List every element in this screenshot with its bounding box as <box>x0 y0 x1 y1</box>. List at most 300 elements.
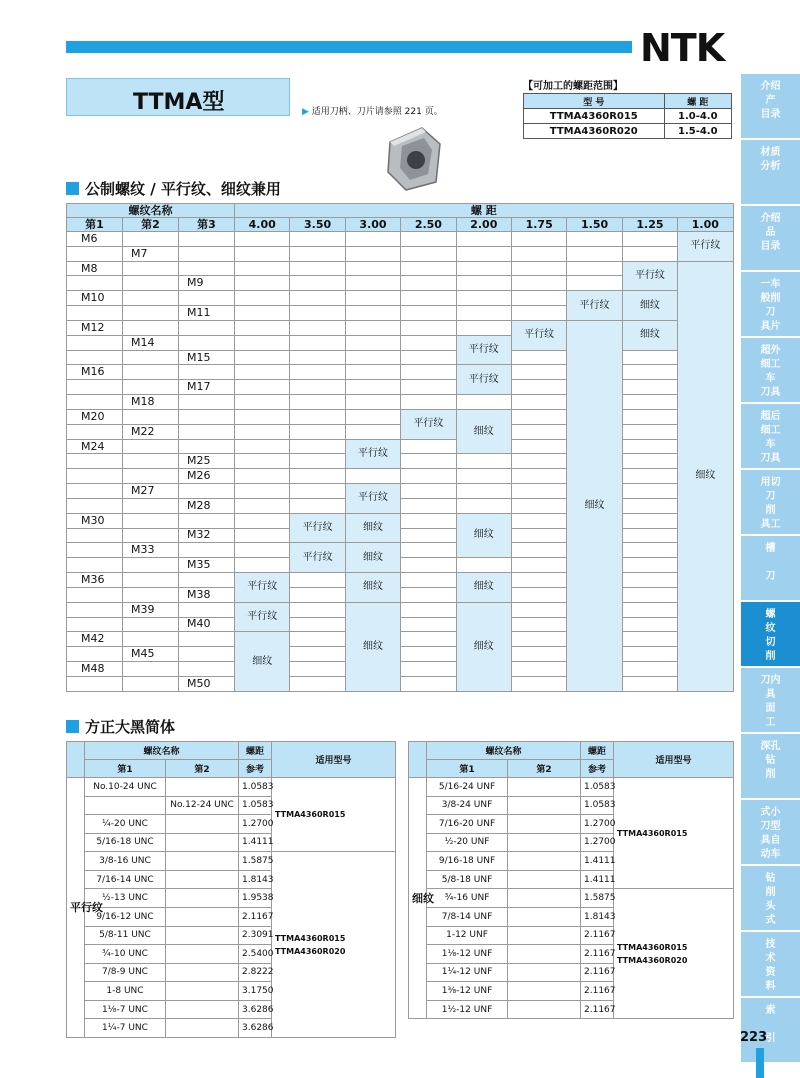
empty-cell <box>511 662 566 677</box>
empty-cell <box>401 602 456 617</box>
empty-cell <box>401 513 456 528</box>
empty-cell <box>456 558 511 573</box>
empty-cell <box>401 498 456 513</box>
header-pitch-value: 4.00 <box>235 218 290 232</box>
empty-cell <box>511 498 566 513</box>
side-tab[interactable]: 式小 刀型 具自 动车 <box>741 800 800 864</box>
empty-cell <box>511 484 566 499</box>
table-row <box>67 617 734 632</box>
header-model: 适用型号 <box>272 742 396 778</box>
empty-cell <box>290 409 345 424</box>
thread-size-cell <box>179 335 235 350</box>
header-col1: 第1 <box>85 760 166 778</box>
empty-cell <box>235 498 290 513</box>
pitch-cell: 3.6286 <box>239 1019 272 1038</box>
table-row <box>67 454 734 469</box>
header-pitch-value: 2.00 <box>456 218 511 232</box>
pitch-model: TTMA4360R015 <box>524 109 665 124</box>
thread-size-cell: M24 <box>67 439 123 454</box>
thread-name-cell: ¾-16 UNF <box>427 889 508 908</box>
thread-size-cell: M26 <box>179 469 235 484</box>
table-row <box>67 498 734 513</box>
empty-cell <box>567 232 622 247</box>
table-row <box>67 469 734 484</box>
empty-cell <box>290 424 345 439</box>
thread-size-cell <box>123 320 179 335</box>
thread-name-cell <box>508 945 581 964</box>
thread-size-cell <box>123 513 179 528</box>
fine-thread-cell: 细纹 <box>235 632 290 691</box>
header-thread-name: 螺纹名称 <box>427 742 581 760</box>
pitch-cell: 2.3091 <box>239 926 272 945</box>
table-row <box>67 350 734 365</box>
thread-name-cell: 5/8-18 UNF <box>427 870 508 889</box>
thread-name-cell <box>508 852 581 871</box>
empty-cell <box>290 350 345 365</box>
empty-cell <box>511 380 566 395</box>
empty-cell <box>622 365 677 380</box>
table-row <box>67 602 734 617</box>
thread-name-cell <box>508 907 581 926</box>
thread-name-cell: 7/16-20 UNF <box>427 815 508 834</box>
empty-cell <box>290 647 345 662</box>
empty-cell <box>235 350 290 365</box>
thread-size-cell: M32 <box>179 528 235 543</box>
empty-cell <box>401 380 456 395</box>
empty-cell <box>511 395 566 410</box>
empty-cell <box>401 291 456 306</box>
empty-cell <box>511 528 566 543</box>
header-col1: 第1 <box>427 760 508 778</box>
thread-size-cell <box>179 320 235 335</box>
thread-name-cell <box>166 982 239 1001</box>
empty-cell <box>511 424 566 439</box>
thread-size-cell <box>67 676 123 691</box>
thread-name-cell: 7/16-14 UNC <box>85 870 166 889</box>
empty-cell <box>290 365 345 380</box>
parallel-thread-cell: 平行纹 <box>456 335 511 365</box>
empty-cell <box>401 632 456 647</box>
square-title-text: 方正大黑简体 <box>85 718 176 736</box>
thread-size-cell <box>179 647 235 662</box>
empty-cell <box>511 587 566 602</box>
header-pitch: 螺距 <box>581 742 614 760</box>
thread-size-cell <box>123 617 179 632</box>
pitch-cell: 1.2700 <box>239 815 272 834</box>
empty-cell <box>345 395 400 410</box>
empty-cell <box>401 395 456 410</box>
empty-cell <box>622 528 677 543</box>
empty-cell <box>345 380 400 395</box>
empty-cell <box>235 528 290 543</box>
thread-size-cell <box>123 380 179 395</box>
empty-cell <box>511 246 566 261</box>
side-tab[interactable]: 技 术 资 料 <box>741 932 800 996</box>
empty-cell <box>456 469 511 484</box>
parallel-thread-cell: 平行纹 <box>567 291 622 321</box>
parallel-thread-cell: 平行纹 <box>235 573 290 603</box>
table-row <box>67 558 734 573</box>
fine-thread-cell: 细纹 <box>345 513 400 543</box>
thread-size-cell: M28 <box>179 498 235 513</box>
empty-cell <box>290 602 345 617</box>
pitch-cell: 1.2700 <box>581 833 614 852</box>
empty-cell <box>511 469 566 484</box>
header-series: 第3 <box>179 218 235 232</box>
empty-cell <box>290 662 345 677</box>
thread-size-cell <box>67 617 123 632</box>
table-row <box>409 889 734 908</box>
parallel-thread-cell: 平行纹 <box>345 484 400 514</box>
table-row <box>67 439 734 454</box>
empty-cell <box>345 261 400 276</box>
empty-cell <box>511 454 566 469</box>
empty-cell <box>290 335 345 350</box>
thread-size-cell: M48 <box>67 662 123 677</box>
fine-thread-cell: 细纹 <box>456 409 511 453</box>
insert-image <box>380 124 450 194</box>
thread-size-cell <box>123 498 179 513</box>
pitch-cell: 3.6286 <box>239 1000 272 1019</box>
thread-group-label: 平行纹 <box>67 778 85 1038</box>
empty-cell <box>235 291 290 306</box>
empty-cell <box>511 232 566 247</box>
empty-cell <box>622 498 677 513</box>
table-row <box>67 395 734 410</box>
thread-size-cell: M15 <box>179 350 235 365</box>
thread-name-cell <box>508 982 581 1001</box>
thread-size-cell: M38 <box>179 587 235 602</box>
thread-size-cell <box>67 246 123 261</box>
empty-cell <box>290 617 345 632</box>
thread-size-cell: M42 <box>67 632 123 647</box>
pitch-range-title: 【可加工的螺距范围】 <box>523 81 623 92</box>
thread-size-cell <box>123 573 179 588</box>
fine-thread-cell: 细纹 <box>345 602 400 691</box>
empty-cell <box>235 246 290 261</box>
empty-cell <box>345 469 400 484</box>
header-ref: 参考 <box>239 760 272 778</box>
empty-cell <box>622 543 677 558</box>
thread-name-cell <box>508 1000 581 1019</box>
pitch-value: 1.5-4.0 <box>664 124 731 139</box>
empty-cell <box>622 662 677 677</box>
empty-cell <box>622 558 677 573</box>
table-row <box>67 232 734 247</box>
header-thread-name: 螺纹名称 <box>85 742 239 760</box>
parallel-thread-cell: 平行纹 <box>290 513 345 543</box>
table-row <box>67 424 734 439</box>
thread-size-cell <box>67 454 123 469</box>
thread-size-cell: M25 <box>179 454 235 469</box>
header-series: 第1 <box>67 218 123 232</box>
thread-size-cell <box>67 395 123 410</box>
thread-size-cell <box>179 424 235 439</box>
empty-cell <box>290 261 345 276</box>
thread-name-cell <box>166 778 239 797</box>
unf-thread-table <box>408 741 734 1019</box>
side-tab[interactable]: 钻 削 头 式 <box>741 866 800 930</box>
empty-cell <box>567 261 622 276</box>
thread-size-cell <box>67 306 123 321</box>
parallel-thread-cell: 平行纹 <box>235 602 290 632</box>
empty-cell <box>401 350 456 365</box>
empty-cell <box>622 587 677 602</box>
thread-size-cell: M12 <box>67 320 123 335</box>
side-tab[interactable]: 刀内 具 面 工 <box>741 668 800 732</box>
empty-cell <box>456 395 511 410</box>
empty-cell <box>622 424 677 439</box>
empty-cell <box>235 395 290 410</box>
empty-cell <box>622 232 677 247</box>
side-tab[interactable]: 介绍 品 目录 <box>741 206 800 270</box>
empty-cell <box>235 513 290 528</box>
empty-cell <box>511 409 566 424</box>
empty-cell <box>622 246 677 261</box>
thread-size-cell: M22 <box>123 424 179 439</box>
empty-cell <box>401 528 456 543</box>
header-pitch-value: 2.50 <box>401 218 456 232</box>
empty-cell <box>622 647 677 662</box>
diagonal-cell <box>409 742 427 778</box>
empty-cell <box>235 232 290 247</box>
empty-cell <box>622 484 677 499</box>
thread-size-cell <box>123 587 179 602</box>
empty-cell <box>235 439 290 454</box>
empty-cell <box>511 558 566 573</box>
side-tab[interactable]: 槽 刀 <box>741 536 800 600</box>
empty-cell <box>511 573 566 588</box>
thread-name-cell <box>166 870 239 889</box>
empty-cell <box>567 246 622 261</box>
parallel-thread-cell: 平行纹 <box>511 320 566 350</box>
empty-cell <box>290 587 345 602</box>
empty-cell <box>567 276 622 291</box>
empty-cell <box>290 632 345 647</box>
empty-cell <box>401 261 456 276</box>
side-tab[interactable]: 螺 纹 切 削 <box>741 602 800 666</box>
section-square-icon <box>66 182 79 195</box>
thread-name-cell: 3/8-24 UNF <box>427 796 508 815</box>
empty-cell <box>456 306 511 321</box>
parallel-thread-cell: 平行纹 <box>622 261 677 291</box>
empty-cell <box>401 365 456 380</box>
empty-cell <box>235 335 290 350</box>
empty-cell <box>511 291 566 306</box>
pitch-cell: 2.1167 <box>581 926 614 945</box>
side-tab[interactable]: 一车 般削 刀 具片 <box>741 272 800 336</box>
empty-cell <box>622 350 677 365</box>
thread-name-cell: 1¼-12 UNF <box>427 963 508 982</box>
pitch-cell: 1.5875 <box>239 852 272 871</box>
side-tab[interactable]: 超外 细工 车 刀具 <box>741 338 800 402</box>
thread-size-cell: M36 <box>67 573 123 588</box>
thread-name-cell: 1⅛-12 UNF <box>427 945 508 964</box>
pitch-header-pitch: 螺 距 <box>664 94 731 109</box>
empty-cell <box>235 320 290 335</box>
thread-size-cell <box>67 602 123 617</box>
empty-cell <box>290 232 345 247</box>
empty-cell <box>511 602 566 617</box>
header-pitch: 螺 距 <box>235 204 734 218</box>
thread-name-cell <box>508 815 581 834</box>
header-col2: 第2 <box>166 760 239 778</box>
thread-name-cell: No.10-24 UNC <box>85 778 166 797</box>
empty-cell <box>235 543 290 558</box>
table-row <box>67 587 734 602</box>
thread-size-cell <box>123 454 179 469</box>
table-row <box>67 528 734 543</box>
empty-cell <box>401 573 456 588</box>
empty-cell <box>290 246 345 261</box>
empty-cell <box>345 246 400 261</box>
table-row <box>67 291 734 306</box>
empty-cell <box>401 662 456 677</box>
pitch-cell: 2.1167 <box>581 945 614 964</box>
empty-cell <box>511 647 566 662</box>
thread-name-cell <box>166 889 239 908</box>
thread-name-cell <box>166 1000 239 1019</box>
empty-cell <box>345 350 400 365</box>
table-row <box>67 647 734 662</box>
empty-cell <box>511 543 566 558</box>
diagonal-cell <box>67 742 85 778</box>
pitch-cell: 2.1167 <box>581 963 614 982</box>
table-row <box>67 573 734 588</box>
thread-size-cell <box>123 528 179 543</box>
thread-name-cell: ½-20 UNF <box>427 833 508 852</box>
table-row <box>67 852 396 871</box>
thread-name-cell <box>508 833 581 852</box>
header-pitch-value: 3.00 <box>345 218 400 232</box>
side-tab[interactable]: 超后 细工 车 刀具 <box>741 404 800 468</box>
empty-cell <box>290 380 345 395</box>
side-tab-strip <box>741 74 800 1064</box>
square-section-title <box>66 716 175 737</box>
empty-cell <box>345 276 400 291</box>
empty-cell <box>235 484 290 499</box>
thread-name-cell <box>85 796 166 815</box>
thread-size-cell <box>67 276 123 291</box>
thread-size-cell <box>179 261 235 276</box>
header-pitch: 螺距 <box>239 742 272 760</box>
thread-size-cell: M45 <box>123 647 179 662</box>
empty-cell <box>290 395 345 410</box>
empty-cell <box>511 439 566 454</box>
thread-size-cell <box>123 232 179 247</box>
side-tab[interactable]: 深孔 钻 削 <box>741 734 800 798</box>
empty-cell <box>622 573 677 588</box>
thread-name-cell: 1-8 UNC <box>85 982 166 1001</box>
section-square-icon <box>66 720 79 733</box>
empty-cell <box>401 439 456 454</box>
empty-cell <box>622 632 677 647</box>
pitch-cell: 1.0583 <box>581 778 614 797</box>
thread-group-label: 细纹 <box>409 778 427 1019</box>
table-row <box>67 246 734 261</box>
empty-cell <box>235 424 290 439</box>
model-cell: TTMA4360R015 TTMA4360R020 <box>272 852 396 1038</box>
fine-thread-cell: 细纹 <box>456 573 511 603</box>
fine-thread-cell: 细纹 <box>678 261 733 691</box>
reference-note <box>302 104 443 117</box>
thread-size-cell: M18 <box>123 395 179 410</box>
thread-name-cell: 1⅜-12 UNF <box>427 982 508 1001</box>
fine-thread-cell: 细纹 <box>456 513 511 557</box>
empty-cell <box>290 469 345 484</box>
empty-cell <box>401 306 456 321</box>
pitch-cell: 3.1750 <box>239 982 272 1001</box>
pitch-cell: 1.9538 <box>239 889 272 908</box>
pitch-cell: 1.4111 <box>239 833 272 852</box>
thread-size-cell <box>67 469 123 484</box>
empty-cell <box>235 276 290 291</box>
header-model: 适用型号 <box>614 742 734 778</box>
table-row <box>67 543 734 558</box>
thread-size-cell <box>67 380 123 395</box>
thread-size-cell <box>123 662 179 677</box>
empty-cell <box>511 350 566 365</box>
pitch-header-model: 型 号 <box>524 94 665 109</box>
empty-cell <box>622 617 677 632</box>
thread-name-cell: 7/8-14 UNF <box>427 907 508 926</box>
empty-cell <box>235 380 290 395</box>
empty-cell <box>235 454 290 469</box>
empty-cell <box>456 498 511 513</box>
pitch-cell: 2.1167 <box>581 982 614 1001</box>
empty-cell <box>290 484 345 499</box>
thread-size-cell <box>179 439 235 454</box>
thread-size-cell: M10 <box>67 291 123 306</box>
side-tab[interactable]: 索 引 <box>741 998 800 1062</box>
thread-name-cell: 7/8-9 UNC <box>85 963 166 982</box>
side-tab[interactable]: 介绍 产 目录 <box>741 74 800 138</box>
header-pitch-value: 1.50 <box>567 218 622 232</box>
empty-cell <box>345 291 400 306</box>
empty-cell <box>456 246 511 261</box>
thread-name-cell <box>508 870 581 889</box>
thread-name-cell <box>508 889 581 908</box>
thread-name-cell: 1¼-7 UNC <box>85 1019 166 1038</box>
thread-size-cell: M27 <box>123 484 179 499</box>
thread-size-cell <box>67 424 123 439</box>
empty-cell <box>290 320 345 335</box>
pitch-cell: 1.0583 <box>239 796 272 815</box>
empty-cell <box>235 365 290 380</box>
metric-title-text: 公制螺纹 / 平行纹、细纹兼用 <box>85 180 281 198</box>
empty-cell <box>511 676 566 691</box>
empty-cell <box>290 454 345 469</box>
thread-name-cell: 5/16-18 UNC <box>85 833 166 852</box>
metric-thread-table <box>66 203 734 692</box>
pitch-cell: 2.1167 <box>581 1000 614 1019</box>
thread-size-cell: M17 <box>179 380 235 395</box>
empty-cell <box>345 320 400 335</box>
thread-name-cell: 9/16-18 UNF <box>427 852 508 871</box>
side-tab[interactable]: 用切 刀 削 具工 <box>741 470 800 534</box>
thread-name-cell <box>166 1019 239 1038</box>
table-row <box>67 320 734 335</box>
thread-name-cell <box>166 945 239 964</box>
thread-size-cell: M50 <box>179 676 235 691</box>
empty-cell <box>622 513 677 528</box>
thread-size-cell <box>179 602 235 617</box>
model-title: TTMA型 <box>133 90 225 115</box>
empty-cell <box>622 469 677 484</box>
empty-cell <box>456 454 511 469</box>
side-tab[interactable]: 材质 分析 <box>741 140 800 204</box>
model-cell: TTMA4360R015 <box>272 778 396 852</box>
